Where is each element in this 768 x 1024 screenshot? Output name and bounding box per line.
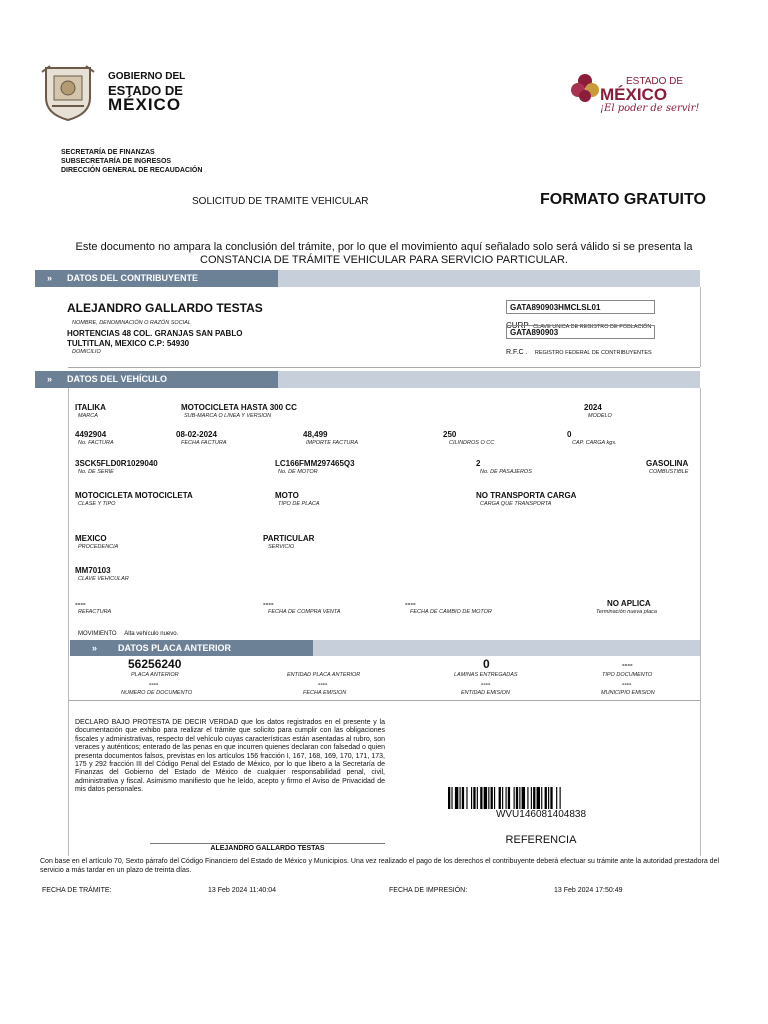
submarca-value: MOTOCICLETA HASTA 300 CC: [181, 403, 297, 412]
barcode-bar: [455, 787, 458, 809]
pasajeros-value: 2: [476, 459, 481, 468]
section-contribuyente-bar: [278, 270, 700, 287]
entidad-emision-value: ----: [481, 681, 491, 688]
barcode-bar: [466, 787, 467, 809]
barcode-bar: [508, 787, 510, 809]
cilindros-label: CILINDROS O CC: [449, 440, 495, 446]
fecha-tramite-value: 13 Feb 2024 11:40:04: [208, 887, 276, 894]
tipo-placa-label: TIPO DE PLACA: [278, 501, 320, 507]
barcode-bar: [480, 787, 482, 809]
brand-flower-icon: [568, 70, 602, 104]
laminas-value: 0: [483, 657, 490, 671]
submarca-label: SUB-MARCA O LINEA Y VERSION: [184, 413, 272, 419]
contribuyente-address-label: DOMICILIO: [72, 349, 101, 355]
entidad-emision-label: ENTIDAD EMISION: [461, 690, 510, 696]
fecha-factura-value: 08-02-2024: [176, 430, 217, 439]
gov-line1: GOBIERNO DEL: [108, 71, 186, 82]
motor-value: LC166FMM297465Q3: [275, 459, 355, 468]
serie-label: No. DE SERIE: [78, 469, 114, 475]
state-seal-logo: [38, 62, 98, 122]
clave-label: CLAVE VEHICULAR: [78, 576, 129, 582]
contribuyente-border-bottom: [68, 367, 700, 368]
terminacion-value: NO APLICA: [607, 599, 651, 608]
barcode-bar: [506, 787, 507, 809]
brand-top: ESTADO DE: [626, 76, 684, 87]
vehiculo-border-right: [700, 388, 701, 856]
vehiculo-border-left: [68, 388, 69, 856]
importe-label: IMPORTE FACTURA: [306, 440, 359, 446]
combustible-value: GASOLINA: [646, 459, 689, 468]
doc-title: SOLICITUD DE TRAMITE VEHICULAR: [192, 196, 369, 207]
barcode-bar: [519, 787, 520, 809]
barcode-bar: [473, 787, 475, 809]
barcode-bar: [491, 787, 493, 809]
combustible-label: COMBUSTIBLE: [649, 469, 689, 475]
barcode-bar: [545, 787, 547, 809]
notice-line1: Este documento no ampara la conclusión del trámite, por lo que el movimiento aquí señalado solo será válido si se presenta la: [75, 241, 693, 253]
department-list: [61, 148, 202, 175]
municipio-value: ----: [622, 681, 632, 688]
doc-type: FORMATO GRATUITO: [540, 191, 706, 208]
rfc-tag: R.F.C .: [506, 349, 528, 356]
movimiento: [78, 631, 178, 637]
fecha-emision-value: ----: [318, 681, 328, 688]
section-placa-header: [70, 640, 313, 656]
contribuyente-name-label: NOMBRE, DENOMINACIÓN O RAZÓN SOCIAL: [72, 320, 191, 326]
barcode-bar: [550, 787, 552, 809]
curp-field: GATA890903HMCLSL01: [506, 300, 655, 314]
contribuyente-address1: HORTENCIAS 48 COL. GRANJAS SAN PABLO: [67, 329, 243, 338]
gov-line3: MÉXICO: [108, 95, 182, 114]
contribuyente-border-right: [700, 287, 701, 367]
marca-label: MARCA: [78, 413, 98, 419]
section-placa-title: DATOS PLACA ANTERIOR: [118, 643, 232, 653]
refactura-value: ----: [75, 599, 86, 608]
cilindros-value: 250: [443, 430, 457, 439]
laminas-label: LAMINAS ENTREGADAS: [454, 672, 518, 678]
barcode-bar: [494, 787, 495, 809]
barcode: [448, 787, 634, 809]
section-vehiculo-header: [35, 371, 278, 388]
section-contribuyente-title: DATOS DEL CONTRIBUYENTE: [67, 273, 199, 283]
factura-value: 4492904: [75, 430, 107, 439]
barcode-bar: [522, 787, 525, 809]
brand-logo: [600, 76, 699, 114]
barcode-bar: [556, 787, 557, 809]
barcode-number: WVU146081404838: [495, 809, 587, 820]
barcode-bar: [477, 787, 478, 809]
carga-label: CAP. CARGA kgs.: [572, 440, 617, 446]
double-chevron-icon: »: [47, 273, 53, 283]
serie-value: 3SCK5FLD0R1029040: [75, 459, 158, 468]
barcode-bar: [471, 787, 472, 809]
movimiento-label: MOVIMIENTO: [78, 631, 117, 637]
barcode-bar: [527, 787, 528, 809]
barcode-bar: [484, 787, 487, 809]
clase-value: MOTOCICLETA MOTOCICLETA: [75, 491, 193, 500]
fecha-factura-label: FECHA FACTURA: [181, 440, 227, 446]
section-contribuyente-header: [35, 270, 278, 287]
fecha-motor-label: FECHA DE CAMBIO DE MOTOR: [410, 609, 492, 615]
declaracion-top-border: [68, 700, 700, 701]
curp-label: CLAVE UNICA DE REGISTRO DE POBLACIÓN: [533, 324, 652, 330]
rfc-label: REGISTRO FEDERAL DE CONTRIBUYENTES: [534, 350, 652, 356]
clave-value: MM70103: [75, 566, 111, 575]
barcode-bar: [499, 787, 501, 809]
double-chevron-icon: »: [92, 643, 98, 653]
gov-name: [108, 70, 185, 112]
brand-main: MÉXICO: [600, 85, 668, 104]
signature-line: [150, 843, 385, 844]
fecha-compra-value: ----: [263, 599, 274, 608]
placa-value: 56256240: [128, 657, 182, 671]
rfc-field: GATA890903: [506, 325, 655, 339]
barcode-bar: [541, 787, 542, 809]
modelo-label: MODELO: [588, 413, 612, 419]
num-doc-label: NUMERO DE DOCUMENTO: [121, 690, 193, 696]
fecha-tramite-label: FECHA DE TRÁMITE:: [42, 887, 112, 894]
entidad-label: ENTIDAD PLACA ANTERIOR: [287, 672, 361, 678]
transporta-label: CARGA QUE TRANSPORTA: [480, 501, 552, 507]
servicio-value: PARTICULAR: [263, 534, 315, 543]
rfc-caption: [506, 341, 652, 359]
modelo-value: 2024: [584, 403, 602, 412]
procedencia-value: MEXICO: [75, 534, 107, 543]
importe-value: 48,499: [303, 430, 328, 439]
pasajeros-label: No. DE PASAJEROS: [480, 469, 532, 475]
transporta-value: NO TRANSPORTA CARGA: [476, 491, 577, 500]
servicio-label: SERVICIO: [268, 544, 295, 550]
barcode-bar: [460, 787, 461, 809]
gov-line2: ESTADO DE: [108, 83, 183, 98]
brand-slogan: ¡El poder de servir!: [600, 103, 700, 114]
section-vehiculo-bar: [278, 371, 700, 388]
signer-name: ALEJANDRO GALLARDO TESTAS: [210, 845, 325, 852]
placa-label: PLACA ANTERIOR: [131, 672, 179, 678]
notice: [0, 241, 768, 267]
legal-footer: Con base en el artículo 70, Sexto párrafo del Código Financiero del Estado de México y Municipios. Una vez realizado el pago de los derechos el contribuyente deberá efectuar su trámite ante la autoridad prestadora del servicio a más tardar en un plazo de treinta días.: [40, 858, 720, 874]
refactura-label: REFACTURA: [78, 609, 112, 615]
barcode-bar: [533, 787, 535, 809]
dept-ingresos: SUBSECRETARÍA DE INGRESOS: [61, 158, 172, 165]
section-placa-bar: [313, 640, 700, 656]
fecha-emision-label: FECHA EMISION: [303, 690, 347, 696]
dept-finanzas: SECRETARÍA DE FINANZAS: [61, 149, 155, 156]
barcode-bar: [448, 787, 450, 809]
declaracion-text: DECLARO BAJO PROTESTA DE DECIR VERDAD que los datos registrados en el presente y la documentación que exhibo para realizar el trámite que solicito para cumplir con las obligaciones fiscales y administrativas, respecto del vehículo cuyas características están asentadas al rubro, son veraces y auténticos; enterado de las penas en que incurren quienes declaran con falsedad o quien presenta documentos falsos, previstas en los artículos 156 fracción I, 167, 168, 169, 170, 171, 173, 175 y 292 fracción III del Código Penal del Estado de México, por lo que libero a la Secretaría de Finanzas del Gobierno del Estado de México de cualquier responsabilidad penal, civil, administrativa y fiscal. Asimismo manifiesto que he leído, acepto y firmo el Aviso de Privacidad de mis datos personales.: [75, 719, 385, 794]
contribuyente-address2: TULTITLAN, MEXICO C.P: 54930: [67, 339, 190, 348]
fecha-impresion-label: FECHA DE IMPRESIÓN:: [389, 887, 468, 894]
notice-line2: CONSTANCIA DE TRÁMITE VEHICULAR PARA SERVICIO PARTICULAR.: [200, 254, 568, 266]
curp-tag: CURP: [506, 321, 529, 330]
barcode-bar: [514, 787, 515, 809]
double-chevron-icon: »: [47, 374, 53, 384]
marca-value: ITALIKA: [75, 403, 106, 412]
barcode-bar: [537, 787, 540, 809]
referencia-label: REFERENCIA: [505, 834, 577, 846]
barcode-bar: [531, 787, 532, 809]
barcode-bar: [516, 787, 518, 809]
tipo-doc-value: ----: [622, 660, 633, 669]
municipio-label: MUNICIPIO EMISION: [601, 690, 655, 696]
barcode-bar: [502, 787, 503, 809]
num-doc-value: ----: [149, 681, 159, 688]
fecha-motor-value: ----: [405, 599, 416, 608]
movimiento-value: Alta vehículo nuevo.: [124, 631, 179, 637]
tipo-placa-value: MOTO: [275, 491, 299, 500]
barcode-bar: [560, 787, 561, 809]
section-vehiculo-title: DATOS DEL VEHÍCULO: [67, 374, 168, 384]
barcode-bar: [548, 787, 549, 809]
fecha-impresion-value: 13 Feb 2024 17:50:49: [554, 887, 623, 894]
barcode-bar: [462, 787, 464, 809]
fecha-compra-label: FECHA DE COMPRA VENTA: [268, 609, 341, 615]
barcode-bar: [451, 787, 452, 809]
tipo-doc-label: TIPO DOCUMENTO: [602, 672, 653, 678]
procedencia-label: PROCEDENCIA: [78, 544, 119, 550]
barcode-bar: [488, 787, 489, 809]
carga-value: 0: [567, 430, 572, 439]
factura-label: No. FACTURA: [78, 440, 114, 446]
clase-label: CLASE Y TIPO: [78, 501, 116, 507]
terminacion-label: Terminación nueva placa: [596, 609, 657, 615]
dept-recaudacion: DIRECCIÓN GENERAL DE RECAUDACIÓN: [61, 167, 203, 174]
contribuyente-name: ALEJANDRO GALLARDO TESTAS: [67, 301, 263, 315]
motor-label: No. DE MOTOR: [278, 469, 318, 475]
